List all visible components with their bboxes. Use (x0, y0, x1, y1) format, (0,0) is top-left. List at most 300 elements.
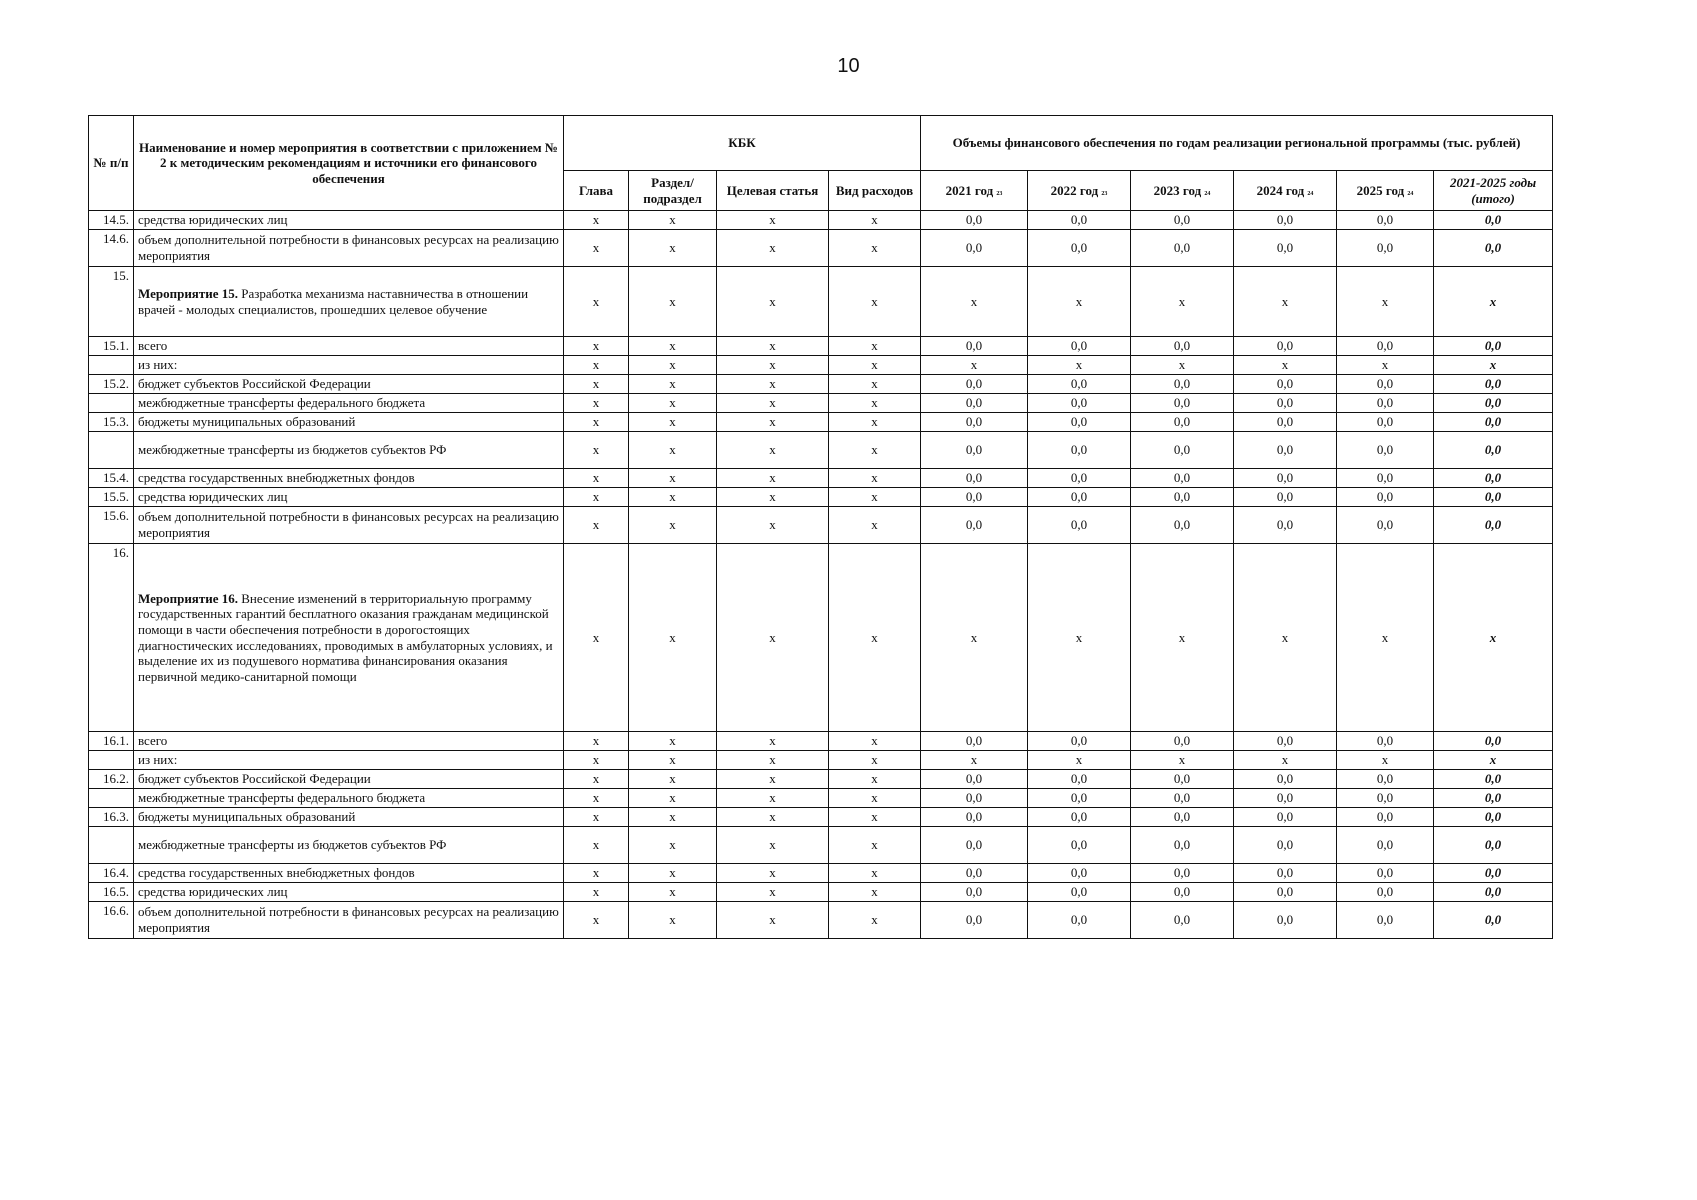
cell-total: 0,0 (1434, 413, 1553, 432)
row-name (134, 337, 564, 356)
cell-celevaya: x (717, 337, 829, 356)
cell-razdel: x (629, 827, 717, 864)
cell-glava: x (564, 507, 629, 544)
cell-celevaya: x (717, 488, 829, 507)
cell-year-2023: 0,0 (1131, 864, 1234, 883)
cell-year-2024: x (1234, 267, 1337, 337)
cell-celevaya: x (717, 469, 829, 488)
row-number: 14.6. (89, 230, 134, 267)
cell-year-2024: 0,0 (1234, 375, 1337, 394)
cell-year-2023: 0,0 (1131, 789, 1234, 808)
row-name-text: межбюджетные трансферты из бюджетов субъектов РФ (138, 442, 447, 458)
table-row (89, 413, 1553, 432)
cell-year-2022: x (1028, 356, 1131, 375)
cell-celevaya: x (717, 356, 829, 375)
cell-year-2023: 0,0 (1131, 432, 1234, 469)
table-row (89, 394, 1553, 413)
cell-year-2023: 0,0 (1131, 808, 1234, 827)
header-year-2024-label: 2024 год (1256, 182, 1305, 198)
table-row (89, 732, 1553, 751)
row-name-text: из них: (138, 752, 178, 768)
cell-year-2022: 0,0 (1028, 375, 1131, 394)
cell-glava: x (564, 230, 629, 267)
cell-year-2024: 0,0 (1234, 808, 1337, 827)
cell-year-2021: 0,0 (921, 394, 1028, 413)
cell-year-2021: 0,0 (921, 864, 1028, 883)
cell-vid: x (829, 789, 921, 808)
cell-year-2024: 0,0 (1234, 883, 1337, 902)
cell-total: 0,0 (1434, 432, 1553, 469)
cell-total: 0,0 (1434, 770, 1553, 789)
cell-year-2021: 0,0 (921, 230, 1028, 267)
cell-year-2022: 0,0 (1028, 827, 1131, 864)
cell-year-2025: 0,0 (1337, 827, 1434, 864)
cell-year-2025: 0,0 (1337, 488, 1434, 507)
cell-total: 0,0 (1434, 827, 1553, 864)
row-name (134, 544, 564, 732)
cell-year-2021: x (921, 544, 1028, 732)
table-row (89, 267, 1553, 337)
cell-celevaya: x (717, 732, 829, 751)
cell-celevaya: x (717, 432, 829, 469)
cell-vid: x (829, 544, 921, 732)
cell-razdel: x (629, 230, 717, 267)
cell-year-2022: 0,0 (1028, 732, 1131, 751)
cell-year-2025: 0,0 (1337, 883, 1434, 902)
row-name-text: межбюджетные трансферты из бюджетов субъектов РФ (138, 837, 447, 853)
row-number: 16.3. (89, 808, 134, 827)
cell-year-2022: x (1028, 544, 1131, 732)
row-name-text: бюджет субъектов Российской Федерации (138, 376, 371, 392)
header-volumes: Объемы финансового обеспечения по годам реализации региональной программы (тыс. рублей) (921, 116, 1553, 171)
cell-total: 0,0 (1434, 488, 1553, 507)
cell-year-2021: x (921, 267, 1028, 337)
header-year-2022-sup: 23 (1101, 190, 1108, 197)
row-number: 15.4. (89, 469, 134, 488)
cell-year-2025: 0,0 (1337, 770, 1434, 789)
table-row (89, 375, 1553, 394)
cell-celevaya: x (717, 902, 829, 939)
cell-vid: x (829, 902, 921, 939)
cell-razdel: x (629, 770, 717, 789)
cell-razdel: x (629, 732, 717, 751)
cell-total: 0,0 (1434, 394, 1553, 413)
row-number (89, 432, 134, 469)
table-row (89, 356, 1553, 375)
row-name (134, 267, 564, 337)
cell-year-2022: 0,0 (1028, 864, 1131, 883)
cell-year-2023: 0,0 (1131, 337, 1234, 356)
cell-year-2024: 0,0 (1234, 789, 1337, 808)
row-name (134, 770, 564, 789)
cell-year-2023: 0,0 (1131, 770, 1234, 789)
cell-year-2024: 0,0 (1234, 902, 1337, 939)
cell-glava: x (564, 770, 629, 789)
cell-year-2025: x (1337, 751, 1434, 770)
cell-year-2025: 0,0 (1337, 864, 1434, 883)
header-celevaya: Целевая статья (717, 171, 829, 211)
financing-table (88, 115, 1553, 939)
cell-razdel: x (629, 864, 717, 883)
row-name (134, 375, 564, 394)
header-year-2023-sup: 24 (1204, 190, 1211, 197)
header-kbk: КБК (564, 116, 921, 171)
table-row (89, 507, 1553, 544)
cell-year-2021: 0,0 (921, 413, 1028, 432)
header-year-2024 (1234, 171, 1337, 211)
row-name (134, 808, 564, 827)
cell-year-2024: 0,0 (1234, 827, 1337, 864)
table-row (89, 432, 1553, 469)
cell-year-2022: 0,0 (1028, 337, 1131, 356)
cell-year-2025: 0,0 (1337, 469, 1434, 488)
cell-total: x (1434, 356, 1553, 375)
cell-year-2024: 0,0 (1234, 394, 1337, 413)
cell-year-2025: 0,0 (1337, 337, 1434, 356)
cell-total: 0,0 (1434, 507, 1553, 544)
cell-vid: x (829, 827, 921, 864)
cell-glava: x (564, 732, 629, 751)
header-glava: Глава (564, 171, 629, 211)
cell-glava: x (564, 544, 629, 732)
cell-year-2023: 0,0 (1131, 394, 1234, 413)
table-row (89, 544, 1553, 732)
cell-year-2023: x (1131, 267, 1234, 337)
cell-year-2023: 0,0 (1131, 230, 1234, 267)
cell-year-2021: 0,0 (921, 883, 1028, 902)
table-row (89, 230, 1553, 267)
cell-celevaya: x (717, 267, 829, 337)
cell-year-2024: 0,0 (1234, 211, 1337, 230)
cell-glava: x (564, 356, 629, 375)
page-number: 10 (837, 55, 860, 77)
cell-year-2023: 0,0 (1131, 413, 1234, 432)
cell-year-2024: 0,0 (1234, 432, 1337, 469)
cell-celevaya: x (717, 827, 829, 864)
cell-vid: x (829, 488, 921, 507)
row-name-text: средства юридических лиц (138, 489, 288, 505)
cell-total: 0,0 (1434, 902, 1553, 939)
cell-year-2025: 0,0 (1337, 230, 1434, 267)
cell-year-2021: 0,0 (921, 432, 1028, 469)
header-num: № п/п (89, 116, 134, 211)
table-row (89, 902, 1553, 939)
header-razdel (629, 171, 717, 211)
cell-year-2024: 0,0 (1234, 507, 1337, 544)
row-name (134, 864, 564, 883)
row-name-text: Внесение изменений в территориальную программу государственных гарантий бесплатного оказания гражданам медицинской помощи в части обеспечения потребности в дорогостоящих диагностических исследованиях, проводимых в амбулаторных условиях, и выделение их из подушевого норматива финансирования оказания первичной медико-санитарной помощи (138, 590, 553, 684)
row-name-text: средства государственных внебюджетных фондов (138, 470, 415, 486)
cell-year-2023: x (1131, 356, 1234, 375)
cell-year-2025: x (1337, 356, 1434, 375)
row-name-text: объем дополнительной потребности в финансовых ресурсах на реализацию мероприятия (138, 904, 559, 935)
cell-glava: x (564, 827, 629, 864)
cell-razdel: x (629, 375, 717, 394)
row-name-text: бюджеты муниципальных образований (138, 809, 356, 825)
cell-total: 0,0 (1434, 864, 1553, 883)
cell-year-2024: x (1234, 751, 1337, 770)
cell-year-2023: 0,0 (1131, 883, 1234, 902)
cell-vid: x (829, 375, 921, 394)
header-year-2025 (1337, 171, 1434, 211)
cell-year-2023: 0,0 (1131, 488, 1234, 507)
cell-celevaya: x (717, 375, 829, 394)
cell-vid: x (829, 883, 921, 902)
cell-year-2021: 0,0 (921, 337, 1028, 356)
row-number: 15.5. (89, 488, 134, 507)
row-name (134, 230, 564, 267)
cell-year-2022: 0,0 (1028, 770, 1131, 789)
cell-total: x (1434, 751, 1553, 770)
row-name-text: бюджеты муниципальных образований (138, 414, 356, 430)
row-name (134, 789, 564, 808)
cell-celevaya: x (717, 507, 829, 544)
row-name (134, 902, 564, 939)
row-name-text: объем дополнительной потребности в финансовых ресурсах на реализацию мероприятия (138, 509, 559, 540)
cell-glava: x (564, 394, 629, 413)
cell-total: 0,0 (1434, 883, 1553, 902)
cell-year-2022: 0,0 (1028, 808, 1131, 827)
cell-celevaya: x (717, 789, 829, 808)
row-name (134, 394, 564, 413)
cell-year-2024: 0,0 (1234, 770, 1337, 789)
measure-title: Мероприятие 16. (138, 590, 238, 606)
cell-year-2025: x (1337, 544, 1434, 732)
row-name-text: межбюджетные трансферты федерального бюджета (138, 790, 426, 806)
row-name (134, 732, 564, 751)
cell-year-2022: 0,0 (1028, 413, 1131, 432)
cell-year-2024: 0,0 (1234, 488, 1337, 507)
cell-year-2022: 0,0 (1028, 902, 1131, 939)
cell-razdel: x (629, 337, 717, 356)
cell-razdel: x (629, 808, 717, 827)
cell-total: x (1434, 544, 1553, 732)
row-name (134, 883, 564, 902)
cell-year-2022: 0,0 (1028, 230, 1131, 267)
cell-celevaya: x (717, 544, 829, 732)
cell-year-2024: 0,0 (1234, 230, 1337, 267)
cell-total: 0,0 (1434, 375, 1553, 394)
cell-vid: x (829, 507, 921, 544)
cell-year-2022: 0,0 (1028, 432, 1131, 469)
cell-celevaya: x (717, 230, 829, 267)
cell-year-2022: 0,0 (1028, 488, 1131, 507)
cell-razdel: x (629, 883, 717, 902)
header-total: 2021-2025 годы (итого) (1434, 171, 1553, 211)
row-number: 16.1. (89, 732, 134, 751)
cell-year-2025: 0,0 (1337, 394, 1434, 413)
row-name-text: межбюджетные трансферты федерального бюджета (138, 395, 426, 411)
cell-glava: x (564, 413, 629, 432)
cell-vid: x (829, 732, 921, 751)
cell-glava: x (564, 789, 629, 808)
row-number: 16. (89, 544, 134, 732)
cell-year-2023: 0,0 (1131, 375, 1234, 394)
cell-total: 0,0 (1434, 211, 1553, 230)
cell-celevaya: x (717, 808, 829, 827)
cell-year-2023: 0,0 (1131, 827, 1234, 864)
cell-year-2023: x (1131, 751, 1234, 770)
table-row (89, 770, 1553, 789)
cell-glava: x (564, 432, 629, 469)
cell-vid: x (829, 267, 921, 337)
cell-year-2025: 0,0 (1337, 375, 1434, 394)
row-number: 16.5. (89, 883, 134, 902)
cell-year-2021: 0,0 (921, 375, 1028, 394)
row-name (134, 469, 564, 488)
cell-celevaya: x (717, 883, 829, 902)
header-year-2023 (1131, 171, 1234, 211)
cell-razdel: x (629, 469, 717, 488)
cell-year-2021: x (921, 356, 1028, 375)
cell-total: 0,0 (1434, 732, 1553, 751)
measure-title: Мероприятие 15. (138, 285, 238, 301)
cell-total: x (1434, 267, 1553, 337)
cell-glava: x (564, 488, 629, 507)
row-number (89, 356, 134, 375)
table-row (89, 827, 1553, 864)
cell-year-2024: x (1234, 544, 1337, 732)
table-row (89, 337, 1553, 356)
cell-year-2023: x (1131, 544, 1234, 732)
cell-year-2025: 0,0 (1337, 902, 1434, 939)
cell-year-2025: 0,0 (1337, 507, 1434, 544)
cell-vid: x (829, 337, 921, 356)
cell-total: 0,0 (1434, 469, 1553, 488)
cell-year-2022: x (1028, 751, 1131, 770)
row-number: 16.4. (89, 864, 134, 883)
row-name (134, 413, 564, 432)
row-name (134, 211, 564, 230)
cell-razdel: x (629, 356, 717, 375)
row-name-text: средства юридических лиц (138, 212, 288, 228)
cell-year-2024: x (1234, 356, 1337, 375)
cell-year-2023: 0,0 (1131, 211, 1234, 230)
row-number (89, 751, 134, 770)
cell-year-2021: 0,0 (921, 211, 1028, 230)
cell-year-2021: 0,0 (921, 770, 1028, 789)
cell-year-2022: 0,0 (1028, 394, 1131, 413)
cell-year-2024: 0,0 (1234, 732, 1337, 751)
cell-year-2025: 0,0 (1337, 808, 1434, 827)
header-year-2025-sup: 24 (1407, 190, 1414, 197)
cell-year-2022: 0,0 (1028, 469, 1131, 488)
cell-razdel: x (629, 413, 717, 432)
cell-year-2025: x (1337, 267, 1434, 337)
row-name (134, 488, 564, 507)
cell-year-2022: 0,0 (1028, 211, 1131, 230)
row-name-text: средства государственных внебюджетных фондов (138, 865, 415, 881)
cell-glava: x (564, 375, 629, 394)
cell-razdel: x (629, 789, 717, 808)
cell-glava: x (564, 751, 629, 770)
cell-year-2025: 0,0 (1337, 211, 1434, 230)
cell-razdel: x (629, 544, 717, 732)
table-row (89, 883, 1553, 902)
row-number (89, 827, 134, 864)
row-number: 14.5. (89, 211, 134, 230)
row-name-text: всего (138, 733, 168, 749)
header-year-2024-sup: 24 (1307, 190, 1314, 197)
header-razdel-text: Раздел/ подраздел (643, 174, 702, 206)
cell-glava: x (564, 267, 629, 337)
cell-year-2024: 0,0 (1234, 864, 1337, 883)
cell-razdel: x (629, 488, 717, 507)
header-year-2022-label: 2022 год (1050, 182, 1099, 198)
cell-year-2024: 0,0 (1234, 337, 1337, 356)
row-number: 16.2. (89, 770, 134, 789)
cell-vid: x (829, 770, 921, 789)
table-row (89, 211, 1553, 230)
cell-year-2022: x (1028, 267, 1131, 337)
cell-year-2024: 0,0 (1234, 469, 1337, 488)
cell-year-2025: 0,0 (1337, 789, 1434, 808)
row-name (134, 356, 564, 375)
table-row (89, 488, 1553, 507)
cell-year-2023: 0,0 (1131, 902, 1234, 939)
cell-vid: x (829, 356, 921, 375)
cell-vid: x (829, 808, 921, 827)
header-year-2022 (1028, 171, 1131, 211)
cell-vid: x (829, 394, 921, 413)
cell-celevaya: x (717, 751, 829, 770)
cell-glava: x (564, 883, 629, 902)
cell-year-2023: 0,0 (1131, 507, 1234, 544)
header-vid: Вид расходов (829, 171, 921, 211)
cell-celevaya: x (717, 394, 829, 413)
cell-year-2021: 0,0 (921, 827, 1028, 864)
cell-razdel: x (629, 394, 717, 413)
row-name-text: бюджет субъектов Российской Федерации (138, 771, 371, 787)
cell-year-2024: 0,0 (1234, 413, 1337, 432)
table-row (89, 751, 1553, 770)
cell-glava: x (564, 808, 629, 827)
cell-year-2022: 0,0 (1028, 507, 1131, 544)
cell-razdel: x (629, 211, 717, 230)
table-row (89, 469, 1553, 488)
cell-vid: x (829, 211, 921, 230)
cell-year-2021: 0,0 (921, 469, 1028, 488)
cell-total: 0,0 (1434, 337, 1553, 356)
cell-razdel: x (629, 432, 717, 469)
row-name (134, 827, 564, 864)
cell-year-2025: 0,0 (1337, 432, 1434, 469)
cell-year-2023: 0,0 (1131, 732, 1234, 751)
cell-vid: x (829, 230, 921, 267)
row-number: 15.6. (89, 507, 134, 544)
cell-glava: x (564, 902, 629, 939)
row-name (134, 507, 564, 544)
cell-year-2022: 0,0 (1028, 789, 1131, 808)
row-number (89, 394, 134, 413)
row-name-text: из них: (138, 357, 178, 373)
row-name-text: средства юридических лиц (138, 884, 288, 900)
header-year-2021-sup: 23 (996, 190, 1003, 197)
cell-year-2021: 0,0 (921, 488, 1028, 507)
table-row (89, 808, 1553, 827)
row-number: 15. (89, 267, 134, 337)
row-number: 16.6. (89, 902, 134, 939)
cell-year-2022: 0,0 (1028, 883, 1131, 902)
cell-glava: x (564, 864, 629, 883)
header-year-2021-label: 2021 год (945, 182, 994, 198)
row-name (134, 751, 564, 770)
row-name (134, 432, 564, 469)
table-row (89, 789, 1553, 808)
table-row (89, 864, 1553, 883)
cell-total: 0,0 (1434, 230, 1553, 267)
header-year-2023-label: 2023 год (1153, 182, 1202, 198)
